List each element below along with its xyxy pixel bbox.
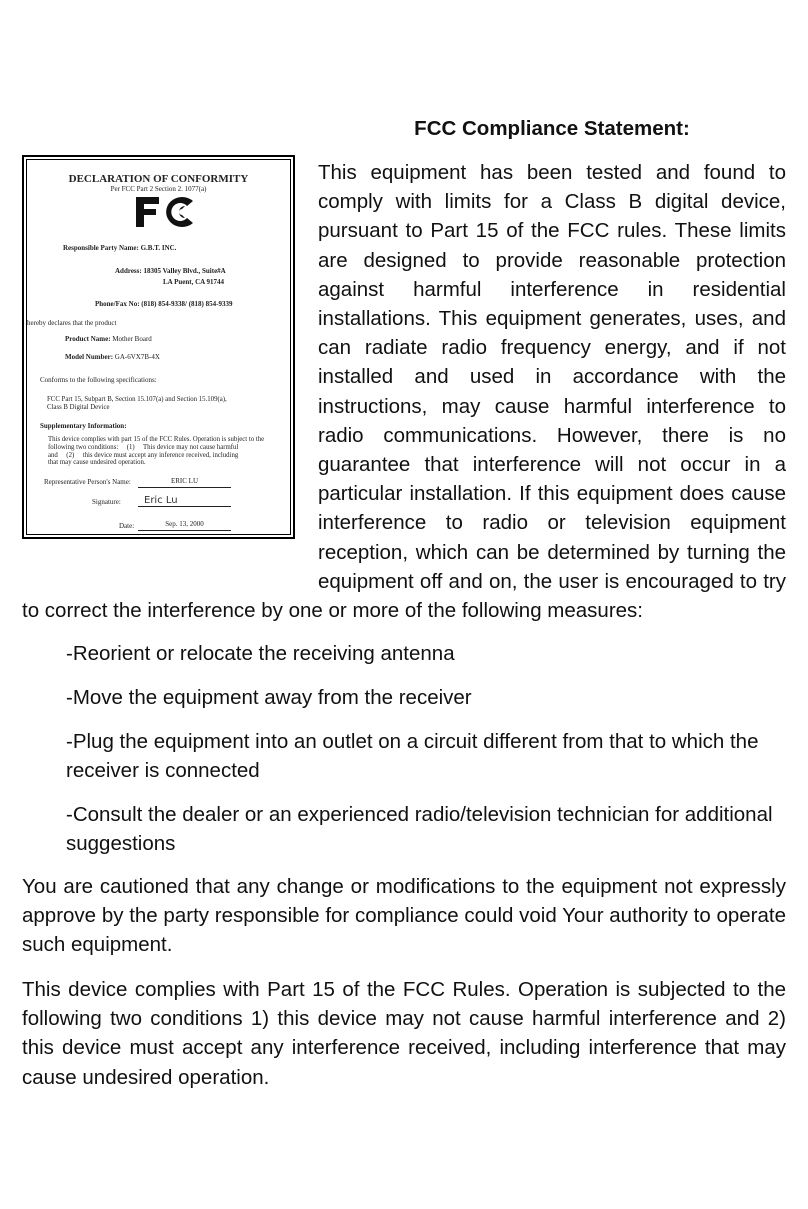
address-value-1: 18305 Valley Blvd., Suite#A — [143, 267, 226, 275]
product-label: Product Name: — [65, 335, 111, 343]
supp-line-4: that may cause undesired operation. — [48, 459, 146, 467]
image-float-spacer — [22, 158, 318, 576]
supp-line-2: following two conditions: (1) This device may not cause harmful — [48, 443, 239, 451]
list-item: -Consult the dealer or an experienced radio/television technician for additional suggestions — [66, 802, 773, 855]
measures-list — [22, 639, 786, 873]
spec-line-2: Class B Digital Device — [47, 403, 110, 411]
supp-line-3: and (2) this device must accept any inference received, including — [48, 451, 239, 459]
conforms-line: Conforms to the following specifications: — [40, 376, 157, 384]
page-title: FCC Compliance Statement: — [414, 117, 690, 140]
signature-label: Signature: — [92, 498, 121, 506]
address-value-2: LA Puent, CA 91744 — [163, 278, 225, 286]
intro-paragraph: This equipment has been tested and found to comply with limits for a Class B digital device, pursuant to Part 15 of the FCC rules. These limits are designed to provide reasonable protection against harmful interference in residential installations. This equipment generates, uses, and can radiate radio frequency energy, and if not installed and used in accordance with the instructions, may cause harmful interference to radio communications. However, there is no guarantee that interference will not occur in a particular installation. If this equipment does cause interference to radio or television equipment reception, which can be determined by turning the equipment off and on, the user is encouraged to try to correct the interference by one or more of the following measures: — [22, 161, 786, 623]
date-label: Date: — [119, 522, 135, 530]
list-item: -Move the equipment away from the receiver — [66, 685, 472, 709]
supp-line-1: This device complies with part 15 of the FCC Rules. Operation is subject to the — [48, 436, 265, 443]
model-value: GA-6VX7B-4X — [114, 353, 160, 361]
intro-section — [22, 158, 786, 625]
product-value: Mother Board — [112, 335, 152, 343]
signature-value: Eric Lu — [138, 496, 231, 507]
compliance-paragraph: This device complies with Part 15 of the FCC Rules. Operation is subjected to the following two conditions 1) this device may not cause harmful interference and 2) this device must accept any interference received, including interference that may cause undesired operation. — [22, 978, 786, 1089]
model-label: Model Number: — [65, 353, 114, 361]
list-item: -Reorient or relocate the receiving antenna — [66, 642, 455, 665]
supplementary-label-text: Supplementary Information: — [40, 422, 127, 430]
phone-label: Phone/Fax No: — [95, 300, 140, 308]
date-value: Sep. 13, 2000 — [138, 520, 231, 531]
rep-label: Representative Person's Name: — [44, 478, 131, 486]
address-label: Address: — [115, 267, 142, 275]
declaration-heading: DECLARATION OF CONFORMITY — [68, 173, 249, 185]
party-label: Responsible Party Name: — [63, 244, 139, 252]
list-item: -Plug the equipment into an outlet on a circuit different from that to which the receiver is connected — [66, 729, 759, 782]
party-value: G.B.T. INC. — [140, 244, 177, 252]
rep-value: ERIC LU — [138, 477, 231, 488]
spec-line-1: FCC Part 15, Subpart B, Section 15.107(a) and Section 15.109(a), — [47, 396, 227, 403]
declaration-subheading: Per FCC Part 2 Section 2. 1077(a) — [110, 185, 207, 193]
caution-paragraph: You are cautioned that any change or modifications to the equipment not expressly approve by the party responsible for compliance could void Your authority to operate such equipment. — [22, 875, 786, 957]
declares-line: hereby declares that the product — [27, 319, 117, 327]
phone-value: (818) 854-9338/ (818) 854-9339 — [141, 300, 233, 308]
